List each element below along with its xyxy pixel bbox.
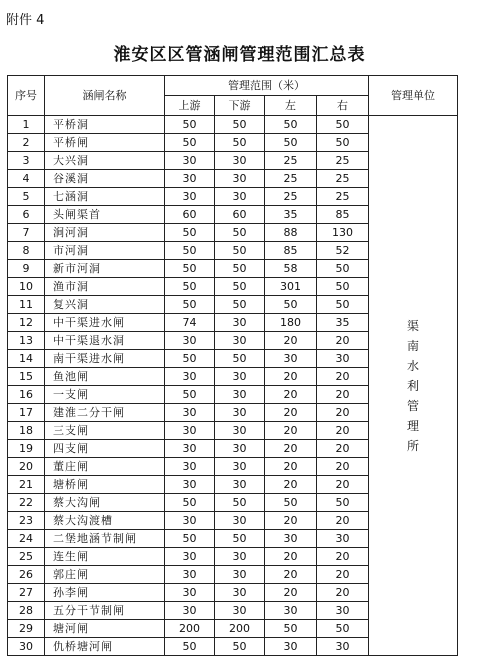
cell-right: 20 bbox=[317, 512, 369, 530]
cell-upstream: 30 bbox=[165, 512, 215, 530]
cell-upstream: 30 bbox=[165, 476, 215, 494]
cell-right: 20 bbox=[317, 422, 369, 440]
cell-right: 20 bbox=[317, 566, 369, 584]
cell-name: 涧河洞 bbox=[45, 224, 165, 242]
cell-seq: 14 bbox=[8, 350, 45, 368]
cell-seq: 2 bbox=[8, 134, 45, 152]
cell-right: 50 bbox=[317, 494, 369, 512]
cell-right: 50 bbox=[317, 134, 369, 152]
cell-right: 20 bbox=[317, 386, 369, 404]
cell-downstream: 30 bbox=[215, 602, 265, 620]
cell-right: 30 bbox=[317, 602, 369, 620]
cell-seq: 6 bbox=[8, 206, 45, 224]
cell-left: 50 bbox=[265, 296, 317, 314]
cell-downstream: 200 bbox=[215, 620, 265, 638]
management-unit-char: 水 bbox=[406, 358, 419, 373]
cell-downstream: 30 bbox=[215, 152, 265, 170]
cell-left: 20 bbox=[265, 566, 317, 584]
cell-seq: 22 bbox=[8, 494, 45, 512]
cell-upstream: 30 bbox=[165, 422, 215, 440]
cell-right: 25 bbox=[317, 152, 369, 170]
sluice-management-table bbox=[7, 75, 458, 656]
cell-upstream: 30 bbox=[165, 152, 215, 170]
cell-downstream: 30 bbox=[215, 404, 265, 422]
cell-name: 塘桥闸 bbox=[45, 476, 165, 494]
cell-name: 二堡地涵节制闸 bbox=[45, 530, 165, 548]
cell-name: 孙李闸 bbox=[45, 584, 165, 602]
cell-downstream: 50 bbox=[215, 134, 265, 152]
cell-left: 20 bbox=[265, 476, 317, 494]
cell-upstream: 30 bbox=[165, 458, 215, 476]
cell-seq: 13 bbox=[8, 332, 45, 350]
cell-name: 渔市洞 bbox=[45, 278, 165, 296]
cell-downstream: 30 bbox=[215, 170, 265, 188]
cell-left: 20 bbox=[265, 422, 317, 440]
management-unit-char: 所 bbox=[406, 438, 419, 453]
cell-left: 180 bbox=[265, 314, 317, 332]
cell-seq: 16 bbox=[8, 386, 45, 404]
cell-seq: 30 bbox=[8, 638, 45, 656]
cell-right: 130 bbox=[317, 224, 369, 242]
cell-left: 30 bbox=[265, 602, 317, 620]
cell-seq: 12 bbox=[8, 314, 45, 332]
cell-seq: 23 bbox=[8, 512, 45, 530]
cell-seq: 15 bbox=[8, 368, 45, 386]
cell-seq: 10 bbox=[8, 278, 45, 296]
cell-downstream: 50 bbox=[215, 350, 265, 368]
cell-name: 南干渠进水闸 bbox=[45, 350, 165, 368]
cell-downstream: 30 bbox=[215, 368, 265, 386]
cell-seq: 28 bbox=[8, 602, 45, 620]
cell-name: 七涵洞 bbox=[45, 188, 165, 206]
cell-upstream: 200 bbox=[165, 620, 215, 638]
cell-upstream: 50 bbox=[165, 242, 215, 260]
cell-upstream: 30 bbox=[165, 404, 215, 422]
cell-right: 20 bbox=[317, 332, 369, 350]
cell-right: 20 bbox=[317, 458, 369, 476]
cell-seq: 11 bbox=[8, 296, 45, 314]
cell-left: 25 bbox=[265, 152, 317, 170]
cell-upstream: 74 bbox=[165, 314, 215, 332]
cell-left: 50 bbox=[265, 116, 317, 134]
cell-upstream: 50 bbox=[165, 116, 215, 134]
cell-right: 50 bbox=[317, 296, 369, 314]
management-unit-char: 渠 bbox=[406, 318, 419, 333]
cell-downstream: 30 bbox=[215, 422, 265, 440]
header-range: 管理范围（米） bbox=[165, 76, 369, 96]
cell-upstream: 30 bbox=[165, 332, 215, 350]
cell-right: 52 bbox=[317, 242, 369, 260]
cell-name: 连生闸 bbox=[45, 548, 165, 566]
cell-right: 20 bbox=[317, 584, 369, 602]
cell-left: 30 bbox=[265, 530, 317, 548]
cell-downstream: 50 bbox=[215, 278, 265, 296]
cell-right: 20 bbox=[317, 548, 369, 566]
cell-left: 20 bbox=[265, 440, 317, 458]
cell-downstream: 50 bbox=[215, 530, 265, 548]
cell-right: 25 bbox=[317, 170, 369, 188]
cell-upstream: 30 bbox=[165, 368, 215, 386]
cell-name: 新市河洞 bbox=[45, 260, 165, 278]
cell-upstream: 50 bbox=[165, 260, 215, 278]
cell-right: 50 bbox=[317, 260, 369, 278]
cell-downstream: 50 bbox=[215, 224, 265, 242]
cell-downstream: 30 bbox=[215, 566, 265, 584]
cell-left: 25 bbox=[265, 188, 317, 206]
cell-left: 301 bbox=[265, 278, 317, 296]
cell-seq: 9 bbox=[8, 260, 45, 278]
cell-seq: 29 bbox=[8, 620, 45, 638]
table-row bbox=[8, 116, 458, 134]
cell-right: 50 bbox=[317, 620, 369, 638]
cell-name: 头闸渠首 bbox=[45, 206, 165, 224]
cell-seq: 5 bbox=[8, 188, 45, 206]
cell-left: 58 bbox=[265, 260, 317, 278]
cell-left: 50 bbox=[265, 620, 317, 638]
cell-left: 20 bbox=[265, 548, 317, 566]
cell-right: 50 bbox=[317, 116, 369, 134]
cell-name: 建淮二分干闸 bbox=[45, 404, 165, 422]
cell-left: 20 bbox=[265, 368, 317, 386]
cell-right: 35 bbox=[317, 314, 369, 332]
cell-upstream: 50 bbox=[165, 638, 215, 656]
cell-name: 中干渠退水洞 bbox=[45, 332, 165, 350]
cell-name: 四支闸 bbox=[45, 440, 165, 458]
management-unit-char: 理 bbox=[406, 418, 419, 433]
cell-upstream: 30 bbox=[165, 584, 215, 602]
cell-seq: 3 bbox=[8, 152, 45, 170]
cell-seq: 20 bbox=[8, 458, 45, 476]
header-seq: 序号 bbox=[8, 76, 45, 116]
cell-management-unit bbox=[369, 116, 458, 656]
management-unit-char: 南 bbox=[406, 338, 419, 353]
cell-left: 20 bbox=[265, 386, 317, 404]
cell-name: 谷溪洞 bbox=[45, 170, 165, 188]
cell-right: 20 bbox=[317, 440, 369, 458]
header-left: 左 bbox=[265, 96, 317, 116]
header-downstream: 下游 bbox=[215, 96, 265, 116]
cell-left: 20 bbox=[265, 458, 317, 476]
cell-downstream: 30 bbox=[215, 512, 265, 530]
cell-name: 蔡大沟闸 bbox=[45, 494, 165, 512]
cell-upstream: 30 bbox=[165, 602, 215, 620]
management-unit-char: 利 bbox=[406, 378, 419, 393]
cell-upstream: 50 bbox=[165, 278, 215, 296]
cell-seq: 21 bbox=[8, 476, 45, 494]
cell-name: 郭庄闸 bbox=[45, 566, 165, 584]
cell-downstream: 50 bbox=[215, 638, 265, 656]
cell-name: 复兴洞 bbox=[45, 296, 165, 314]
header-upstream: 上游 bbox=[165, 96, 215, 116]
cell-left: 20 bbox=[265, 512, 317, 530]
cell-downstream: 30 bbox=[215, 584, 265, 602]
cell-left: 35 bbox=[265, 206, 317, 224]
cell-left: 50 bbox=[265, 134, 317, 152]
cell-name: 三支闸 bbox=[45, 422, 165, 440]
cell-seq: 19 bbox=[8, 440, 45, 458]
cell-downstream: 50 bbox=[215, 494, 265, 512]
cell-downstream: 50 bbox=[215, 116, 265, 134]
cell-upstream: 30 bbox=[165, 188, 215, 206]
header-name: 涵闸名称 bbox=[45, 76, 165, 116]
cell-left: 30 bbox=[265, 638, 317, 656]
cell-downstream: 30 bbox=[215, 332, 265, 350]
cell-right: 30 bbox=[317, 350, 369, 368]
cell-right: 20 bbox=[317, 476, 369, 494]
cell-name: 平桥洞 bbox=[45, 116, 165, 134]
cell-name: 五分干节制闸 bbox=[45, 602, 165, 620]
cell-downstream: 30 bbox=[215, 458, 265, 476]
cell-upstream: 50 bbox=[165, 296, 215, 314]
cell-right: 20 bbox=[317, 404, 369, 422]
cell-downstream: 50 bbox=[215, 242, 265, 260]
cell-seq: 25 bbox=[8, 548, 45, 566]
cell-seq: 18 bbox=[8, 422, 45, 440]
cell-downstream: 50 bbox=[215, 296, 265, 314]
cell-upstream: 50 bbox=[165, 134, 215, 152]
cell-downstream: 30 bbox=[215, 314, 265, 332]
cell-upstream: 30 bbox=[165, 566, 215, 584]
cell-seq: 26 bbox=[8, 566, 45, 584]
cell-left: 85 bbox=[265, 242, 317, 260]
cell-upstream: 50 bbox=[165, 350, 215, 368]
cell-name: 市河洞 bbox=[45, 242, 165, 260]
cell-upstream: 30 bbox=[165, 548, 215, 566]
cell-seq: 1 bbox=[8, 116, 45, 134]
cell-right: 25 bbox=[317, 188, 369, 206]
cell-right: 30 bbox=[317, 638, 369, 656]
page-title: 淮安区区管涵闸管理范围汇总表 bbox=[113, 45, 366, 65]
management-unit-char: 管 bbox=[406, 398, 419, 413]
cell-downstream: 30 bbox=[215, 476, 265, 494]
cell-upstream: 30 bbox=[165, 440, 215, 458]
cell-right: 30 bbox=[317, 530, 369, 548]
cell-upstream: 50 bbox=[165, 224, 215, 242]
header-right: 右 bbox=[317, 96, 369, 116]
cell-right: 20 bbox=[317, 368, 369, 386]
cell-right: 50 bbox=[317, 278, 369, 296]
cell-seq: 4 bbox=[8, 170, 45, 188]
cell-seq: 8 bbox=[8, 242, 45, 260]
cell-name: 蔡大沟渡槽 bbox=[45, 512, 165, 530]
cell-downstream: 30 bbox=[215, 548, 265, 566]
cell-upstream: 30 bbox=[165, 170, 215, 188]
cell-seq: 17 bbox=[8, 404, 45, 422]
cell-downstream: 30 bbox=[215, 386, 265, 404]
cell-downstream: 30 bbox=[215, 440, 265, 458]
cell-left: 20 bbox=[265, 584, 317, 602]
cell-name: 鱼池闸 bbox=[45, 368, 165, 386]
cell-upstream: 60 bbox=[165, 206, 215, 224]
cell-left: 88 bbox=[265, 224, 317, 242]
cell-seq: 24 bbox=[8, 530, 45, 548]
cell-name: 仇桥塘河闸 bbox=[45, 638, 165, 656]
cell-upstream: 50 bbox=[165, 530, 215, 548]
cell-downstream: 60 bbox=[215, 206, 265, 224]
cell-right: 85 bbox=[317, 206, 369, 224]
cell-left: 50 bbox=[265, 494, 317, 512]
cell-upstream: 50 bbox=[165, 386, 215, 404]
cell-left: 30 bbox=[265, 350, 317, 368]
cell-left: 25 bbox=[265, 170, 317, 188]
cell-name: 董庄闸 bbox=[45, 458, 165, 476]
cell-name: 中干渠进水闸 bbox=[45, 314, 165, 332]
cell-left: 20 bbox=[265, 404, 317, 422]
cell-name: 塘河闸 bbox=[45, 620, 165, 638]
header-unit: 管理单位 bbox=[369, 76, 458, 116]
attachment-label: 附件 4 bbox=[6, 13, 45, 28]
cell-upstream: 50 bbox=[165, 494, 215, 512]
cell-downstream: 50 bbox=[215, 260, 265, 278]
cell-name: 一支闸 bbox=[45, 386, 165, 404]
cell-seq: 7 bbox=[8, 224, 45, 242]
cell-downstream: 30 bbox=[215, 188, 265, 206]
cell-name: 平桥闸 bbox=[45, 134, 165, 152]
cell-seq: 27 bbox=[8, 584, 45, 602]
cell-name: 大兴洞 bbox=[45, 152, 165, 170]
cell-left: 20 bbox=[265, 332, 317, 350]
